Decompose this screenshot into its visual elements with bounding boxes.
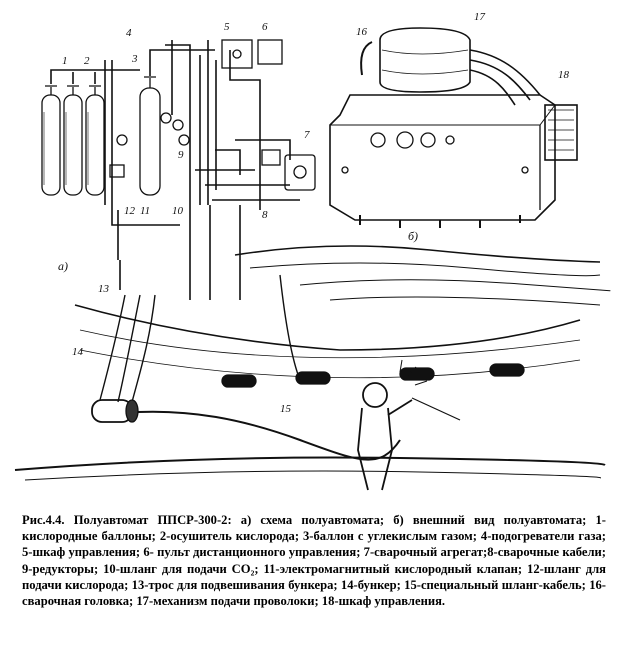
callout-numbers [58,11,570,415]
callout-5: 5 [224,21,230,33]
callout-15: 15 [280,403,291,415]
welding-unit-7 [262,150,315,190]
part-label-a: а) [58,259,68,273]
wire-feed-mechanism [361,28,540,105]
semi-automat-housing [330,95,577,228]
callout-14: 14 [72,346,83,358]
callout-1: 1 [62,55,68,67]
part-label-b: б) [408,229,419,243]
callout-8: 8 [262,209,268,221]
callout-16: 16 [356,26,367,38]
hopper-14 [92,295,155,422]
callout-7: 7 [304,129,310,141]
callout-6: 6 [262,21,268,33]
control-cabinet-5 [222,40,252,68]
figure-caption: Рис.4.4. Полуавтомат ППСР-300-2: а) схема полуавтомата; б) внешний вид полуавтомата; 1-кислородные баллоны; 2-осушитель кислорода; 3-баллон с углекислым газом; 4-подогреватели газа; 5-шкаф управления; 6- пульт дистанционного управления; 7-сварочный агрегат;8-сварочные кабели; 9-редукторы; 10-шланг для подачи CO₂; 11-электромагнитный кислородный клапан; 12-шланг для подачи кислорода; 13-трос для подвешивания бункера; 14-бункер; 15-специальный шланг-кабель; 16-сварочная головка; 17-механизм подачи проволоки; 18-шкаф управления. [22,513,606,609]
callout-2: 2 [84,55,90,67]
remote-panel-6 [258,40,282,64]
gas-cylinders [42,77,160,195]
callout-11: 11 [140,205,151,217]
callout-3: 3 [132,53,138,65]
callout-13: 13 [98,283,109,295]
regulators [110,113,189,177]
water-surface [235,246,610,305]
callout-9: 9 [178,149,184,161]
ship-hull [75,305,580,387]
callout-17: 17 [474,11,485,23]
hose-cable-15 [138,275,400,460]
gas-piping [51,40,300,300]
callout-12: 12 [124,205,135,217]
callout-10: 10 [172,205,183,217]
callout-4: 4 [126,27,132,39]
seabed [15,458,605,481]
callout-18: 18 [558,69,569,81]
